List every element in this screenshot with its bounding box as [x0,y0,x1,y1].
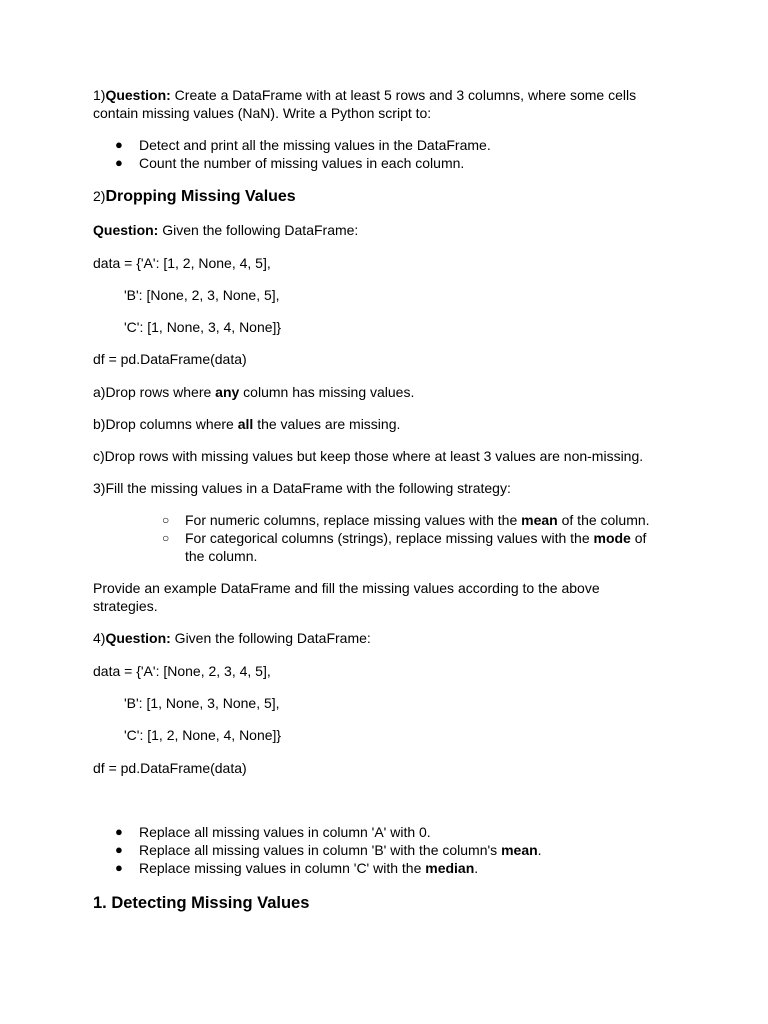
q3-s1-bold: mean [521,512,558,528]
q4-code-line-3: 'C': [1, 2, None, 4, None]} [124,727,282,743]
hollow-bullet-icon: ○ [162,531,170,545]
q1-bullet-text: Detect and print all the missing values in the DataFrame. [139,137,491,153]
q4-number: 4) [93,630,106,646]
q3-s1-post: of the column. [557,512,650,528]
q3-strategy-2-text [185,529,665,565]
q2-part-a-pre: a)Drop rows where [93,384,216,400]
hollow-bullet-icon: ○ [162,513,170,527]
q4-question [93,629,371,647]
q2-part-b [93,415,400,433]
q4-question-label: Question: [105,630,171,646]
q3-strategy-1-text [185,511,665,529]
bullet-dot-icon: ● [115,137,123,152]
q2-code-line-3: 'C': [1, None, 3, 4, None]} [124,319,282,335]
q2-part-b-post: the values are missing. [253,416,401,432]
section-heading: 1. Detecting Missing Values [93,894,310,912]
q4-code-line-4: df = pd.DataFrame(data) [93,760,247,776]
q2-question [93,221,358,239]
q2-heading [93,187,296,206]
q4-b2-pre: Replace all missing values in column 'B' with the column's [139,842,502,858]
q2-code-line-4: df = pd.DataFrame(data) [93,351,247,367]
q3-provide-line1: Provide an example DataFrame and fill the missing values according to the above [93,580,600,596]
q2-part-c: c)Drop rows with missing values but keep those where at least 3 values are non-missing. [93,448,644,464]
q2-code-line-1: data = {'A': [1, 2, None, 4, 5], [93,255,271,271]
q4-b3-pre: Replace missing values in column 'C' with the [139,860,426,876]
q4-code-line-1: data = {'A': [None, 2, 3, 4, 5], [93,663,271,679]
q2-part-a-post: column has missing values. [239,384,415,400]
bullet-dot-icon: ● [115,824,123,839]
q2-number: 2) [93,188,106,204]
q3-s2-post: of the column. [185,530,647,564]
q4-bullet-text [139,859,478,877]
q4-bullet-text: Replace all missing values in column 'A' with 0. [139,824,431,840]
q4-code-line-2: 'B': [1, None, 3, None, 5], [124,695,280,711]
q1-line2: contain missing values (NaN). Write a Python script to: [93,105,432,121]
q1-number: 1) [93,87,106,103]
q2-part-a [93,383,414,401]
q4-question-text: Given the following DataFrame: [170,630,371,646]
q2-code-line-2: 'B': [None, 2, 3, None, 5], [124,287,280,303]
q2-part-b-pre: b)Drop columns where [93,416,238,432]
q3-s2-bold: mode [593,530,631,546]
q3-s2-pre: For categorical columns (strings), replace missing values with the [185,530,594,546]
q4-b3-post: . [474,860,479,876]
bullet-dot-icon: ● [115,155,123,170]
q1-bullet-text: Count the number of missing values in each column. [139,155,465,171]
q4-b2-post: . [537,842,542,858]
q3-s1-pre: For numeric columns, replace missing values with the [185,512,522,528]
q1-text: Create a DataFrame with at least 5 rows and 3 columns, where some cells [170,87,637,103]
bullet-dot-icon: ● [115,860,123,875]
q4-b3-bold: median [425,860,475,876]
bullet-dot-icon: ● [115,842,123,857]
q4-b2-bold: mean [501,842,538,858]
q1-line1 [93,86,636,104]
q4-bullet-text [139,841,542,859]
q2-question-text: Given the following DataFrame: [158,222,359,238]
q2-part-b-bold: all [237,416,254,432]
q1-question-label: Question: [105,87,171,103]
q2-heading-text: Dropping Missing Values [105,188,296,205]
q2-part-a-bold: any [215,384,240,400]
q3-intro: 3)Fill the missing values in a DataFrame with the following strategy: [93,480,511,496]
q2-question-label: Question: [93,222,159,238]
q3-provide-line2: strategies. [93,598,158,614]
